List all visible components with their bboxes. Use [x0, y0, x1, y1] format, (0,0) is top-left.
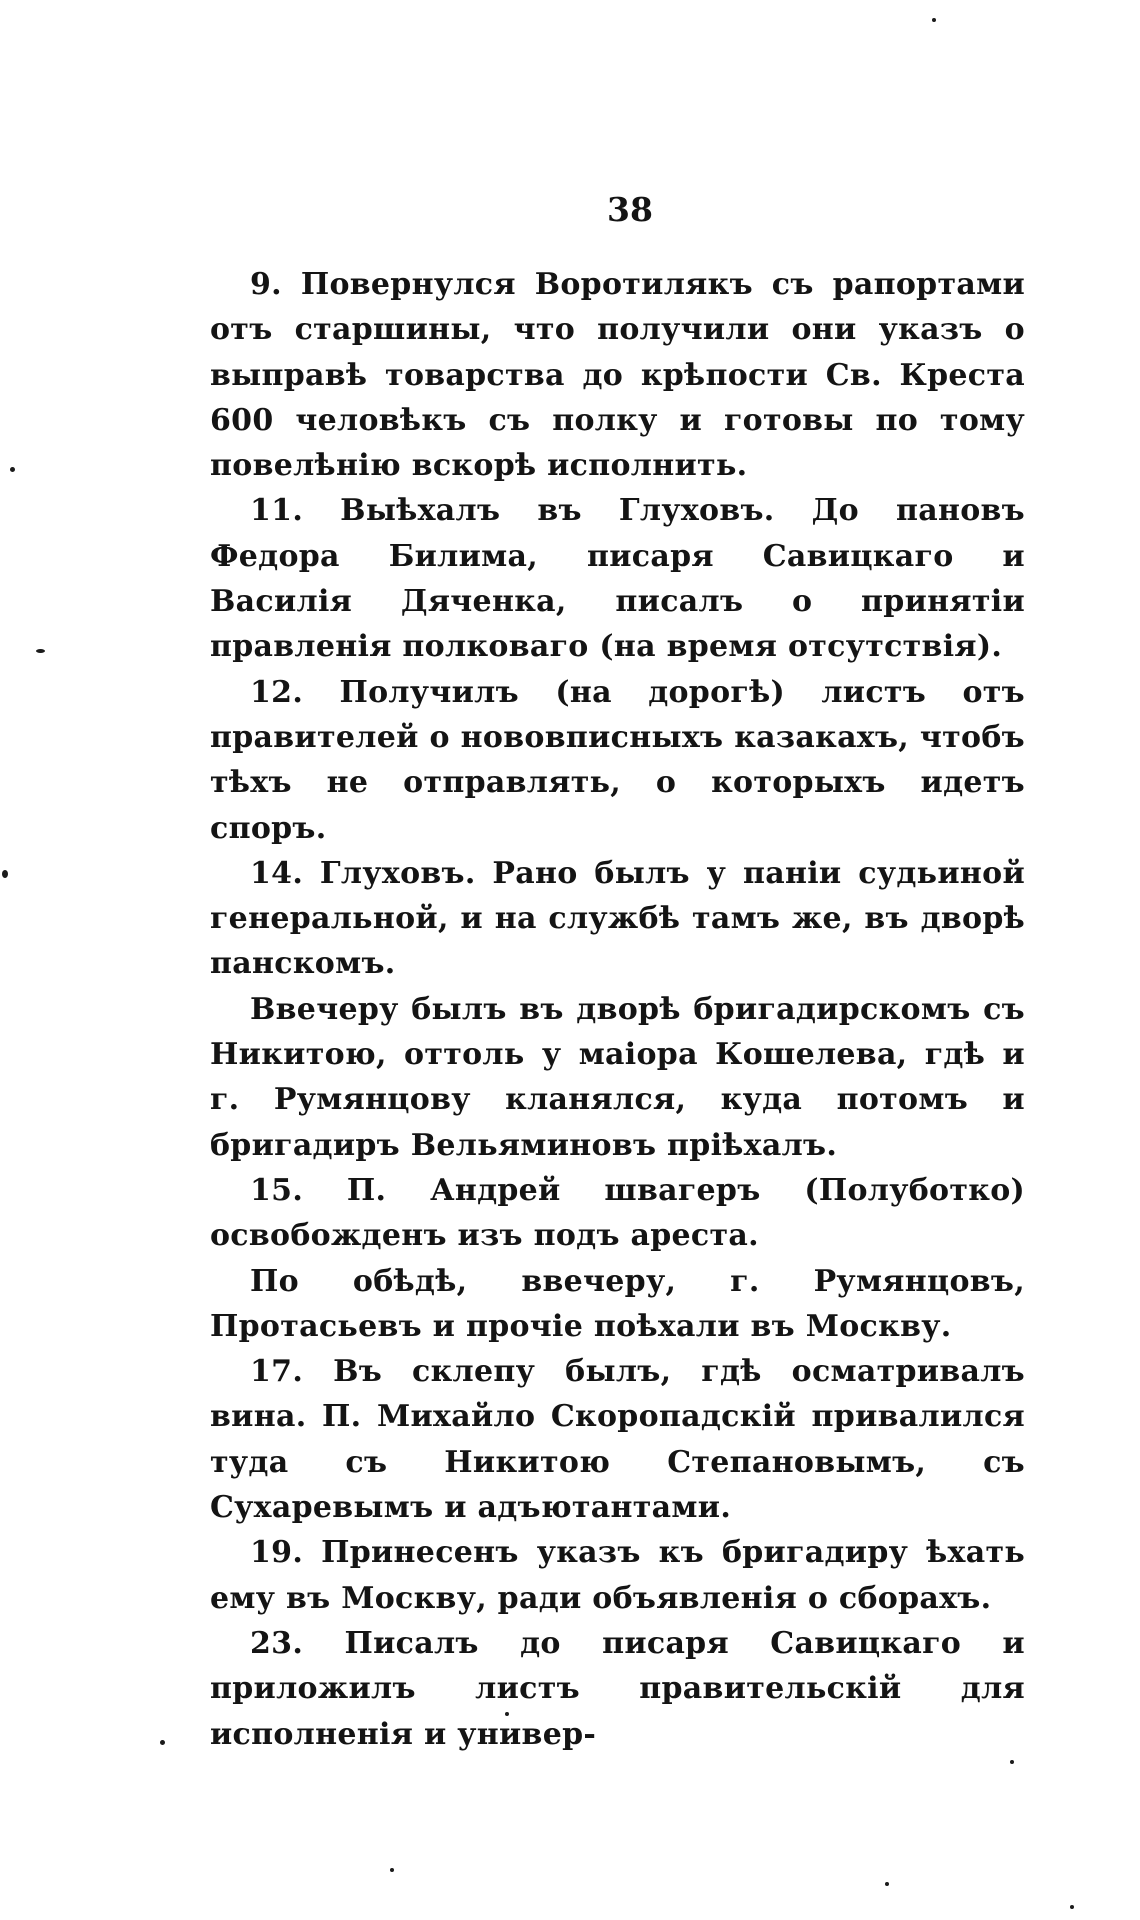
paragraph-day-15-afternoon: По обѣдѣ, ввечеру, г. Румянцовъ, Протасьевъ и прочіе поѣхали въ Москву.	[210, 1263, 1025, 1344]
paragraph-day-17: 17. Въ склепу былъ, гдѣ осматривалъ вина. П. Михайло Скоропадскій привалился туда съ Никитою Степановымъ, съ Сухаревымъ и адъютантами.	[210, 1354, 1025, 1526]
paragraph-day-11: 11. Выѣхалъ въ Глуховъ. До пановъ Федора Билима, писаря Савицкаго и Василія Дяченка, писалъ о принятіи правленія полковаго (на время отсутствія).	[210, 493, 1025, 665]
scan-speck	[2, 870, 8, 878]
scan-speck	[390, 1868, 394, 1872]
scan-speck	[1010, 1760, 1014, 1764]
scan-speck	[885, 1882, 889, 1886]
paragraph-day-9: 9. Повернулся Воротилякъ съ рапортами отъ старшины, что получили они указъ о выправѣ товарства до крѣпости Св. Креста 600 человѣкъ съ полку и готовы по тому повелѣнію вскорѣ исполнить.	[210, 267, 1025, 484]
scan-speck	[1070, 1905, 1074, 1909]
paragraph-day-12: 12. Получилъ (на дорогѣ) листъ отъ правителей о нововписныхъ казакахъ, чтобъ тѣхъ не отправлять, о которыхъ идетъ споръ.	[210, 674, 1025, 846]
paragraph-day-15: 15. П. Андрей швагеръ (Полуботко) освобожденъ изъ подъ ареста.	[210, 1172, 1025, 1254]
paragraph-day-14-evening: Ввечеру былъ въ дворѣ бригадирскомъ съ Никитою, оттоль у маіора Кошелева, гдѣ и г. Румянцову кланялся, куда потомъ и бригадиръ Вельяминовъ пріѣхалъ.	[210, 991, 1025, 1163]
scan-speck	[36, 649, 45, 653]
scan-speck	[10, 467, 15, 472]
scan-speck	[160, 1740, 165, 1745]
scan-speck	[505, 1712, 509, 1716]
paragraph-day-19: 19. Принесенъ указъ къ бригадиру ѣхать ему въ Москву, ради объявленія о сборахъ.	[210, 1535, 1025, 1616]
page-number: 38	[607, 190, 653, 229]
page-text	[210, 262, 1025, 1757]
scan-speck	[932, 18, 936, 22]
paragraph-day-23: 23. Писалъ до писаря Савицкаго и приложилъ листъ правительскій для исполненія и универ-	[210, 1625, 1025, 1752]
paragraph-day-14: 14. Глуховъ. Рано былъ у паніи судьиной генеральной, и на службѣ тамъ же, въ дворѣ панскомъ.	[210, 855, 1025, 982]
